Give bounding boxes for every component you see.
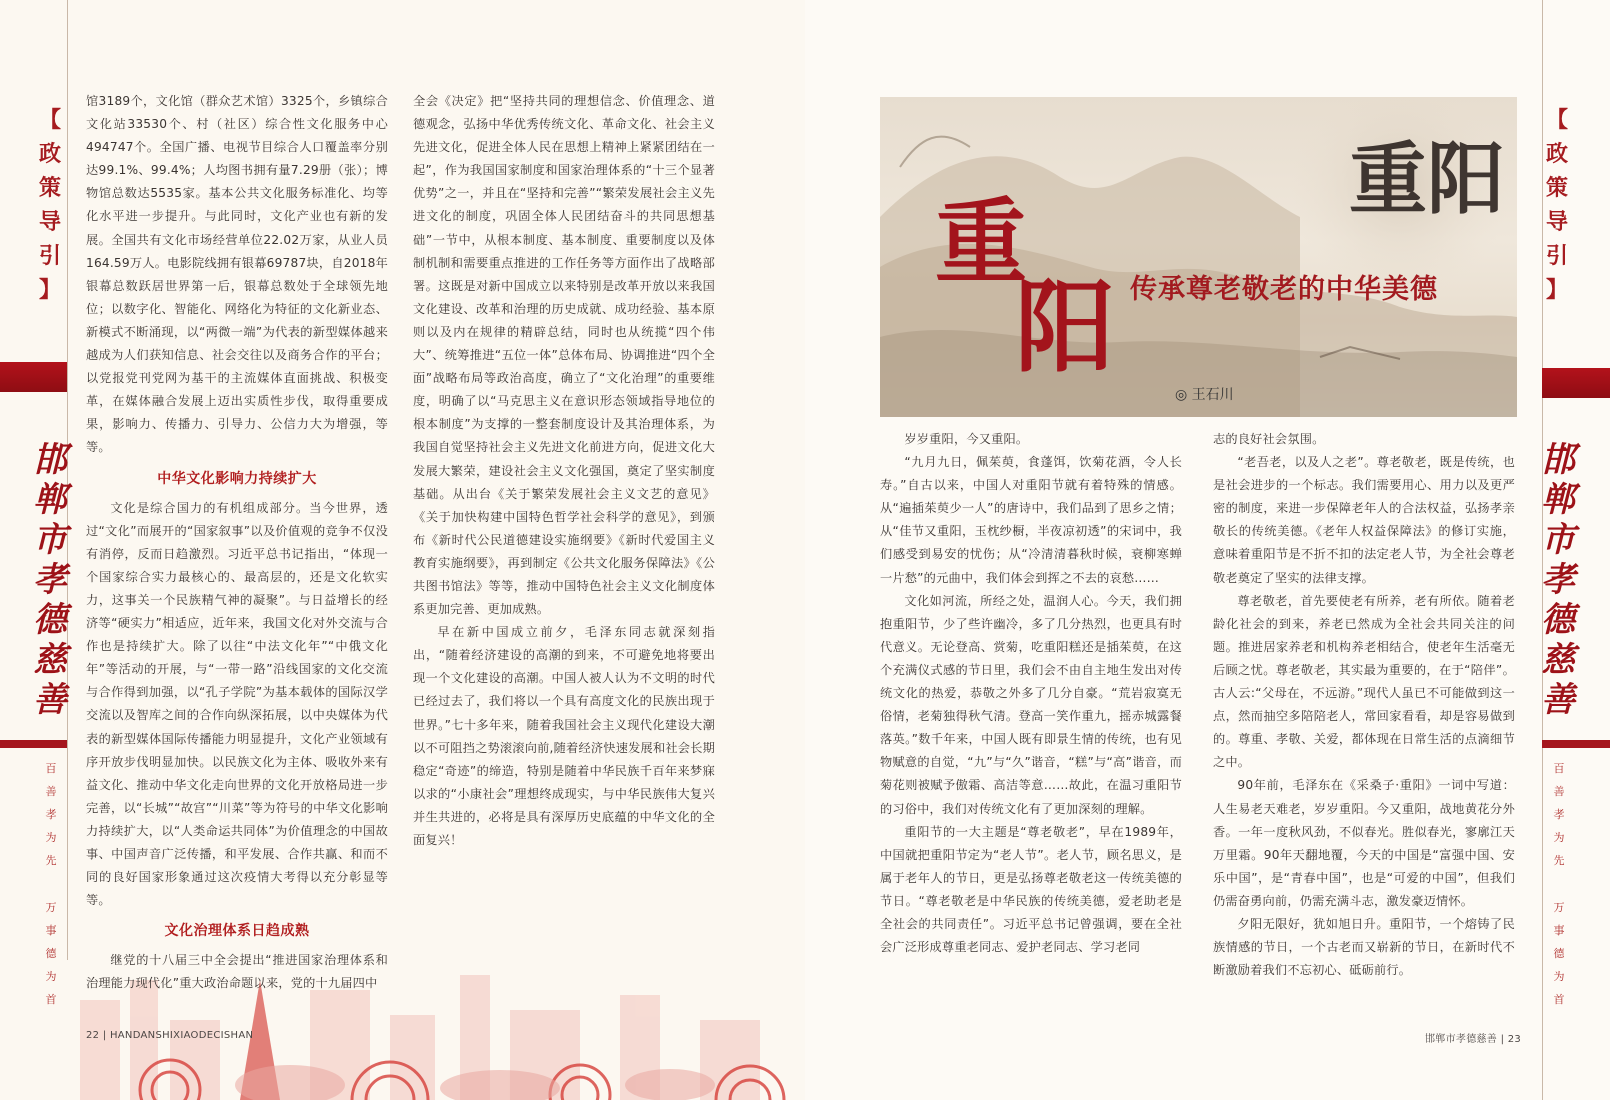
tag-char: 政 <box>38 141 61 167</box>
paragraph: 夕阳无限好，犹如旭日升。重阳节，一个熔铸了民族情感的节日，一个古老而又崭新的节日，在新时代不断激励着我们不忘初心、砥砺前行。 <box>1213 916 1515 978</box>
section-heading: 中华文化影响力持续扩大 <box>157 470 317 487</box>
calligraphy-char: 郸 <box>33 480 67 520</box>
tag-bracket-open: 【 <box>38 107 61 133</box>
folio-separator: | <box>99 1030 110 1041</box>
tag-char: 政 <box>1545 141 1568 167</box>
section-heading: 文化治理体系日趋成熟 <box>164 923 310 940</box>
page-number: 22 <box>86 1030 100 1041</box>
banner-char-chong: 重 <box>935 188 1028 296</box>
calligraphy-title <box>1538 440 1578 720</box>
paragraph: 重阳节的一大主题是“尊老敬老”，早在1989年，中国就把重阳节定为“老人节”。老人节，顾名思义，是属于老年人的节日，更是弘扬尊老敬老这一传统美德的节日。“尊老敬老是中华民族的传统美德，爱老助老是全社会的共同责任”。习近平总书记曾强调，要在全社会广泛形成尊重老同志、爱护老同志、学习老同 <box>880 824 1182 955</box>
banner-subtitle: 传承尊老敬老的中华美德 <box>1130 274 1438 305</box>
motto-char: 孝 <box>1553 808 1565 821</box>
paragraph: 文化是综合国力的有机组成部分。当今世界，透过“文化”而展开的“国家叙事”以及价值观的竞争不仅没有消停，反而日趋激烈。习近平总书记指出，“体现一个国家综合实力最核心的、最高层的，还是文化软实力，这事关一个民族精气神的凝聚”。与日益增长的经济等“硬实力”相适应，近年来，我国文化对外交流与合作也是持续扩大。除了以往“中法文化年”“中俄文化年”等活动的开展，与“一带一路”沿线国家的文化交流与合作得到加强，以“孔子学院”为基本载体的国际汉学交流以及智库之间的合作向纵深拓展，以中央媒体为代表的新型媒体国际传播能力明显提升，文化产业领域有序开放步伐明显加快。以民族文化为主体、吸收外来有益文化、推动中华文化走向世界的文化开放格局进一步完善，以“长城”“故宫”“川菜”等为符号的中华文化影响力持续扩大，以“人类命运共同体”为价值理念的中国故事、中国声音广泛传播，和平发展、合作共赢、和而不同的良好国家形象通过这次疫情大考得以充分彰显等等。 <box>86 500 388 908</box>
motto-char: 百 <box>1553 762 1565 775</box>
paragraph: “九月九日，佩茱萸，食蓬饵，饮菊花酒，令人长寿。”自古以来，中国人对重阳节就有着特殊的情感。从“遍插茱萸少一人”的唐诗中，我们品到了思乡之情；从“佳节又重阳，玉枕纱橱，半夜凉初透”的宋词中，我们感受到易安的忧伤；从“冷清清暮秋时候，衰柳寒蝉一片愁”的元曲中，我们体会到挥之不去的哀愁…… <box>880 455 1182 585</box>
motto-char: 万 <box>1553 901 1565 914</box>
left-column-1 <box>86 90 388 996</box>
motto-char: 孝 <box>45 808 57 821</box>
motto-char: 为 <box>45 831 57 844</box>
magazine-name: HANDANSHIXIAODECISHAN <box>109 1030 254 1041</box>
motto-char: 事 <box>45 924 57 937</box>
banner-char-yang: 阳 <box>1015 268 1115 386</box>
paragraph: “老吾老，以及人之老”。尊老敬老，既是传统，也是社会进步的一个标志。我们需要用心、用力以及更严密的制度，来进一步保障老年人的合法权益，弘扬孝亲敬长的传统美德。《老年人权益保障法》的修订实施，意味着重阳节是不折不扣的法定老人节，为全社会尊老敬老奠定了坚实的法律支撑。 <box>1213 455 1515 585</box>
page-folio <box>86 1030 253 1041</box>
paragraph: 尊老敬老，首先要使老有所养，老有所依。随着老龄化社会的到来，养老已然成为全社会共同关注的问题。推进居家养老和机构养老相结合，使老年生活毫无后顾之忧。尊老敬老，其实最为重要的，在于“陪伴”。古人云:“父母在，不远游。”现代人虽已不可能做到这一点，然而抽空多陪陪老人，常回家看看，却是容易做到的。尊重、孝敬、关爱，都体现在日常生活的点滴细节之中。 <box>1213 593 1515 770</box>
red-band <box>0 362 67 392</box>
motto-char: 百 <box>45 762 57 775</box>
calligraphy-char: 孝 <box>33 560 67 600</box>
page-folio <box>1425 1030 1521 1045</box>
motto-char: 为 <box>1553 831 1565 844</box>
paragraph: 志的良好社会氛围。 <box>1213 432 1325 446</box>
magazine-name: 邯郸市孝德慈善 <box>1425 1034 1498 1045</box>
left-column-2 <box>413 90 715 852</box>
section-tag <box>33 103 67 307</box>
motto-char: 首 <box>45 993 57 1006</box>
motto-top <box>1549 757 1569 872</box>
calligraphy-char: 邯 <box>33 440 67 480</box>
red-stripe <box>0 740 67 748</box>
tag-char: 导 <box>38 209 61 235</box>
motto-bottom <box>41 896 61 1011</box>
calligraphy-char: 慈 <box>1541 640 1575 680</box>
calligraphy-char: 市 <box>1541 520 1575 560</box>
tag-char: 策 <box>38 175 61 201</box>
motto-char: 为 <box>1553 970 1565 983</box>
motto-char: 德 <box>1553 947 1565 960</box>
red-band <box>1542 368 1610 398</box>
calligraphy-char: 善 <box>1541 680 1575 720</box>
folio-separator: | <box>1497 1034 1508 1045</box>
motto-char: 首 <box>1553 993 1565 1006</box>
paragraph: 馆3189个，文化馆（群众艺术馆）3325个，乡镇综合文化站33530个、村（社区）综合性文化服务中心494747个。全国广播、电视节目综合人口覆盖率分别达99.1%、99.4%；人均图书拥有量7.29册（张）；博物馆总数达5535家。基本公共文化服务标准化、均等化水平进一步提升。与此同时，文化产业也有新的发展。全国共有文化市场经营单位22.02万家，从业人员164.59万人。电影院线拥有银幕69787块，自2018年银幕总数跃居世界第一后，银幕总数处于全球领先地位；以数字化、智能化、网络化为特征的文化新业态、新模式不断涌现，以“两微一端”为代表的新型媒体越来越成为人们获知信息、社会交往以及商务合作的平台；以党报党刊党网为基干的主流媒体直面挑战、积极变革，在媒体融合发展上迈出实质性步伐，取得重要成果，影响力、传播力、引导力、公信力大为增强，等等。 <box>86 94 388 455</box>
motto-bottom <box>1549 896 1569 1011</box>
motto-char: 德 <box>45 947 57 960</box>
tag-char: 引 <box>38 243 61 269</box>
motto-top <box>41 757 61 872</box>
tag-bracket-open: 【 <box>1545 107 1568 133</box>
paragraph: 文化如河流，所经之处，温润人心。今天，我们拥抱重阳节，少了些许幽冷，多了几分热烈，也更具有时代意义。无论登高、赏菊，吃重阳糕还是插茱萸，在这个充满仪式感的节日里，我们会不由自主地生发出对传统文化的热爱，恭敬之外多了几分自豪。“荒岩寂寞无俗情，老菊独得秋气清。登高一笑作重九，摇赤城露餐落英。”数千年来，中国人既有即景生情的传统，也有见物赋意的自觉，“九”与“久”谐音，“糕”与“高”谐音，而菊花则被赋予傲霜、高洁等意……故此，在温习重阳节的习俗中，我们对传统文化有了更加深刻的理解。 <box>880 593 1182 816</box>
calligraphy-char: 邯 <box>1541 440 1575 480</box>
paragraph: 全会《决定》把“坚持共同的理想信念、价值理念、道德观念，弘扬中华优秀传统文化、革命文化、社会主义先进文化，促进全体人民在思想上精神上紧紧团结在一起”，作为我国国家制度和国家治理体系的“十三个显著优势”之一，并且在“坚持和完善”“繁荣发展社会主义先进文化的制度，巩固全体人民团结奋斗的共同思想基础”一节中，从根本制度、基本制度、重要制度以及体制机制和需要重点推进的工作任务等方面作出了战略部署。这既是对新中国成立以来特别是改革开放以来我国文化建设、改革和治理的历史成就、成功经验、基本原则以及内在规律的精辟总结，同时也从统揽“四个伟大”、统筹推进“五位一体”总体布局、协调推进“四个全面”战略布局等政治高度，确立了“文化治理”的重要维度，明确了以“马克思主义在意识形态领域指导地位的根本制度”为支撑的一整套制度设计及其治理体系，为我国自觉坚持社会主义先进文化前进方向，促进文化大发展大繁荣，建设社会主义文化强国，奠定了坚实制度基础。从出台《关于繁荣发展社会主义文艺的意见》《关于加快构建中国特色哲学社会科学的意见》，到颁布《新时代公民道德建设实施纲要》《新时代爱国主义教育实施纲要》，再到制定《公共文化服务保障法》《公共图书馆法》等等，推动中国特色社会主义文化制度体系更加完善、更加成熟。 <box>413 94 715 617</box>
tag-char: 导 <box>1545 209 1568 235</box>
banner-ink-calligraphy: 重阳 <box>1348 134 1505 225</box>
section-tag <box>1540 103 1574 307</box>
tag-bracket-close: 】 <box>1545 277 1568 303</box>
motto-char: 善 <box>45 785 57 798</box>
calligraphy-char: 郸 <box>1541 480 1575 520</box>
motto-char: 先 <box>1553 854 1565 867</box>
paragraph: 岁岁重阳，今又重阳。 <box>904 432 1029 446</box>
calligraphy-char: 德 <box>1541 600 1575 640</box>
page-number: 23 <box>1507 1034 1522 1045</box>
calligraphy-char: 慈 <box>33 640 67 680</box>
motto-char: 万 <box>45 901 57 914</box>
calligraphy-title <box>30 440 70 720</box>
paragraph: 90年前，毛泽东在《采桑子·重阳》一词中写道：人生易老天难老，岁岁重阳。今又重阳，战地黄花分外香。一年一度秋风劲，不似春光。胜似春光，寥廓江天万里霜。90年天翻地覆，今天的中国是“富强中国、安乐中国”，是“青春中国”，也是“可爱的中国”，但我们仍需奋勇向前，仍需充满斗志，激发豪迈情怀。 <box>1213 778 1515 908</box>
tag-char: 引 <box>1545 243 1568 269</box>
calligraphy-char: 市 <box>33 520 67 560</box>
red-stripe <box>1542 740 1610 748</box>
tag-char: 策 <box>1545 175 1568 201</box>
paragraph: 继党的十八届三中全会提出“推进国家治理体系和治理能力现代化”重大政治命题以来，党的十九届四中 <box>86 953 388 991</box>
calligraphy-char: 德 <box>33 600 67 640</box>
tag-bracket-close: 】 <box>38 277 61 303</box>
article-banner <box>880 97 1517 417</box>
right-column-1 <box>880 428 1182 959</box>
motto-char: 事 <box>1553 924 1565 937</box>
motto-char: 为 <box>45 970 57 983</box>
paragraph: 早在新中国成立前夕，毛泽东同志就深刻指出，“随着经济建设的高潮的到来，不可避免地将要出现一个文化建设的高潮。中国人被人认为不文明的时代已经过去了，我们将以一个具有高度文化的民族出现于世界。”七十多年来，随着我国社会主义现代化建设大潮以不可阻挡之势滚滚向前,随着经济快速发展和社会长期稳定“奇迹”的缔造，特别是随着中华民族千百年来梦寐以求的“小康社会”理想终成现实，与中华民族伟大复兴并生共进的，必将是具有深厚历史底蕴的中华文化的全面复兴！ <box>413 625 715 847</box>
motto-char: 善 <box>1553 785 1565 798</box>
calligraphy-char: 善 <box>33 680 67 720</box>
right-column-2 <box>1213 428 1515 982</box>
calligraphy-char: 孝 <box>1541 560 1575 600</box>
author-byline: ◎ 王石川 <box>1175 387 1234 403</box>
motto-char: 先 <box>45 854 57 867</box>
